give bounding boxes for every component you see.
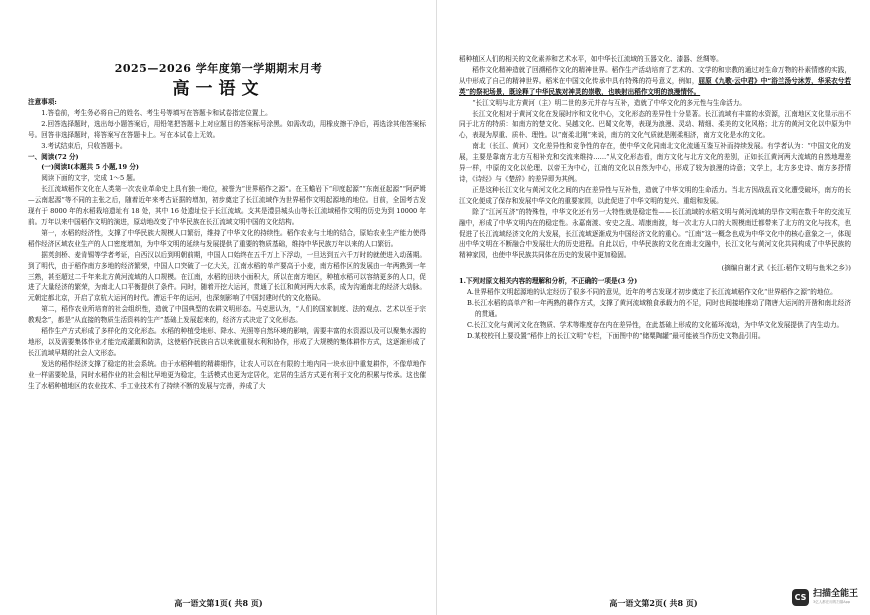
scanner-watermark <box>792 589 858 606</box>
right-content <box>459 54 851 342</box>
option-d: D.某校校刊上要设置“稻作上的长江文明”专栏，下面图中的“储粟陶罐”最可能被当作历史文物品引用。 <box>467 331 765 340</box>
passage-paragraph: 长江流域稻作文化在人类第一次农业革命史上具有独一地位，被誉为“世界稻作之源”。在玉蟾岩下“印度起源”“东南亚起源”“阿萨姆—云南起源”等不同的主张之后，随着近年来考古证据的增加，初步奠定了长江流域作为世界稻作文明起源地的地位。目前，全国考古发现有于 8000 年的水稻栽培遗址有 18 处，其中 16 处遗址位于长江流域。支其是澧县城头山等长江流域稻作文明的历史为到 10000 年前。万年以来中国稻作文明的演进，原动地改变了中华民族在长江流域文明中国的文化结构。 <box>28 185 426 226</box>
watermark-subtitle: 3亿人都在用的扫描App <box>812 600 851 604</box>
passage-paragraph: 南北（长江、黄河）文化差异性和竞争性的存在，使中华文化同南北文化流通互鉴互补而持续发展。有学者认为：“中国文化的发展，主要是靠南方北方互相补充和交流来维持……”从文化形态看，南方文化与北方文化的差别，正如长江黄河两大流域的自然地理差异一样，中原的文化以伦理、以帝王为中心，江南的文化以自然为中心，形成了较为浪漫的诗意；文学上，北方多史诗、南方多抒情诗，《诗经》与《楚辞》的差异即为其例。 <box>459 142 851 183</box>
exam-title: 2025—2026 学年度第一学期期末月考 <box>114 62 323 75</box>
camscanner-icon: CS <box>792 589 809 606</box>
question-1: 1.下列对原文相关内容的理解和分析，不正确的一项是(3 分) <box>459 277 638 286</box>
passage-paragraph: “长江文明与北方黄河（主）明二世的多元并存与互补，造就了中华文化的多元性与生命活力。 <box>472 98 746 107</box>
passage-paragraph: 稻作文化精神造就了回溯稻作文化的精神世界。稻作生产活动培育了艺术的、文学的和宗教的通过对生命万物的朴素情感的实践，从中形成了自己的精神世界。稻米在中国文化传承中具有特殊的符号意义，例如，屈原《九歌·云中君》中“浴兰汤兮沐芳，华采衣兮若英”的祭祀场景，既诠释了中华民族对神灵的崇敬，也映射出稻作文明的浪漫情怀。 <box>459 65 852 96</box>
passage-paragraph: 长江文化相对于黄河文化在发展时序和文化中心，文化形态的差异性十分显著。长江流域有丰富的水资源，江南地区文化显示出不同于北方的特质：如南方的楚文化、吴越文化、巴蜀文化等，表现为浪漫、灵动、精细、柔美的文化风格；北方的黄河文化以中原为中心，表现为厚重、质朴、理性。以“南柔北刚”来说，南方的文化气质就是刚柔相济，南方文化是水的文化。 <box>459 109 851 140</box>
passage-paragraph: 第二，稻作农业所培育的社会组织性，造就了中国典型的农耕文明形态。马克思认为，“人们的国家制度、法的观点、艺术以至于宗教观念”，都是“从直接的物质生活资料的生产”基础上发展起来的，经济方式决定了文化形态。 <box>28 305 426 325</box>
note-3: 3.考试结束后，只收答题卡。 <box>41 141 127 150</box>
page-footer-1: 高一语文第1页( 共8 页) <box>174 598 263 608</box>
reading-instruction: 阅读下面的文字，完成 1～5 题。 <box>41 174 140 183</box>
underlined-quote: 屈原《九歌·云中君》中“浴兰汤兮沐芳，华采衣兮若英”的祭祀场景，既诠释了中华民族对神灵的崇敬，也映射出稻作文明的浪漫情怀。 <box>459 76 852 96</box>
right-page <box>437 0 870 615</box>
note-2: 2.回答选择题时，选出每小题答案后，用铅笔把答题卡上对应题目的答案标号涂黑。如需改动，用橡皮擦干净后，再选涂其他答案标号。回答非选择题时，将答案写在答题卡上。写在本试卷上无效。 <box>28 119 426 139</box>
option-a: A.世界稻作文明起源地的认定经历了很多不同的意见，近年的考古发现才初步奠定了长江流域稻作文化“世界稻作之源”的地位。 <box>467 288 837 297</box>
passage-paragraph: 稻作生产方式形成了多样化的文化形态。水稻的种植受地形、降水、光照等自然环境的影响，需要丰富的水资源以及可以聚集水源的地形，以及需要集体作业才能完成灌溉和防洪，这使稻作民族自古以来就重视水利和协作，形成了大规模的集体耕作方式，这逐渐形成了长江流域早期的社会人文形态。 <box>28 327 426 357</box>
option-b: B.长江水稻的高单产和一年两熟的耕作方式，支撑了黄河流域粮食承载力的不足，同时也间接地推动了隋唐大运河的开凿和南北经济的贯通。 <box>467 298 851 318</box>
passage-paragraph: 第一，水稻的经济性，支撑了中华民族大规模人口繁衍，维持了中华文化的持续性。稻作农业与土地的结合，原始农业生产能力使得稻作经济区域农业生产的人口密度增加，为中华文明的延续与发展提供了重要的物质基础，维持中华民族万年以来的人口繁衍。 <box>28 228 426 248</box>
passage-paragraph: 稻种植区人们的相关的文化素养和艺术水平，如中华长江流域的玉器文化、漆器、丝绸等。 <box>459 55 723 63</box>
notes-heading: 注意事项: <box>28 98 57 106</box>
left-content <box>28 97 426 391</box>
page-footer-2: 高一语文第2页( 共8 页) <box>609 598 698 608</box>
subject-title: 高一语文 <box>172 79 265 99</box>
passage-paragraph: 据英剑桥、麦肯锡等学者考证，自西汉以后到明朝前期，中国人口始终在五千万上下浮动，一旦达到五六千万时的就使进入动荡期。到了明代，由于稻作南方多地的经济繁荣，中国人口突破了一亿大关，江南水稻的单产要高于小麦，南方稻作区的发展由一年两熟到一年三熟，甚至超过二千年来北方黄河流域的人口规模。在江南，水稻的田块小面积大，所以在南方地区，种植水稻可以容纳更多的人口，促进了大量经济的繁荣，为南北人口平衡提供了条件。同时，随着开挖大运河，贯通了长江和黄河两大水系，成为沟通南北的经济大动脉。元朝定都北京，开启了京杭大运河的时代。漕运千年的运河，也深刻影响了中国封建时代的文化格局。 <box>28 250 426 303</box>
passage-paragraph: 发达的稻作经济支撑了稳定的社会系统。由于水稻种植的精耕细作，让农人可以在有限的土地内同一块水田中重复耕作，不像草地作业一样需要轮垦，同时水稻作业的社会相比早地更为稳定，生活模式也更为定居化，定居的生活方式更有利于文化的积累与传承。这也催生了水稻种植地区的农业技术、手工业技术有了持续不断的发展与完善，养成了大 <box>28 359 426 390</box>
source-citation: (摘编自谢才武《长江:稻作文明与鱼米之乡》) <box>721 264 851 273</box>
passage-paragraph: 正是这种长江文化与黄河文化之间的内在差异性与互补性，造就了中华文明的生命活力。当北方因战乱而文化遭受破坏，南方的长江文化便成了保存和发展中华文化的重要家园，以此促进了中华文明的复兴、重组和发展。 <box>459 185 851 205</box>
option-c: C.长江文化与黄河文化在物质、学术等维度存在内在差异性，在此基础上形成的文化循环流动，为中华文化发展提供了内生动力。 <box>467 320 844 329</box>
passage-paragraph: 除了“江河互济”的特殊性，中华文化还有另一大特性就是稳定性——长江流域的水稻文明与黄河流域的旱作文明在数千年的交流互融中，形成了中华文明内在的稳定性。永嘉南渡、安史之乱、靖康南渡，每一次北方人口的大规模南迁都带来了北方的文化与技术，也促进了长江流域经济文化的大发展，长江流域逐渐成为中国经济文化的重心。“江南”这一概念也成为中华文化中的核心意象之一，体现出中华文明在不断融合中发展壮大的历史进程。自此以后，中华民族的文化在南北交融中，长江文化与黄河文化共同构成了中华民族的精神家园，也使中华民族共同体在历史的发展中更加稳固。 <box>459 207 851 260</box>
watermark-name: 扫描全能王 <box>812 589 858 599</box>
section-heading: 一、阅读(72 分) <box>28 152 79 161</box>
note-1: 1.答卷前，考生务必将自己的姓名、考生号等填写在答题卡和试卷指定位置上。 <box>41 108 272 117</box>
subsection-heading: (一)阅读Ⅰ(本题共 5 小题,19 分) <box>41 163 140 172</box>
